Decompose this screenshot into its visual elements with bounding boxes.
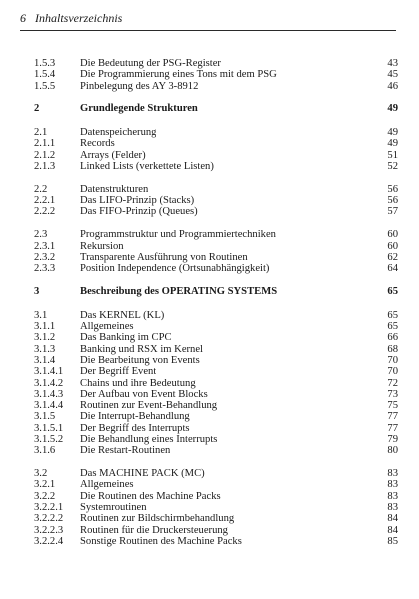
- toc-section-number: 3.1.5.2: [34, 433, 64, 445]
- toc-section-title: Datenstrukturen: [80, 183, 149, 195]
- toc-page-number: 45: [387, 69, 398, 81]
- toc-section-title: Sonstige Routinen des Machine Packs: [80, 535, 242, 547]
- toc-section-title: Routinen zur Bildschirmbehandlung: [80, 513, 235, 525]
- toc-row: [34, 445, 398, 456]
- toc-section-title: Allgemeines: [80, 479, 134, 491]
- toc-page-number: 84: [387, 513, 398, 525]
- toc-section-number: 3.1.2: [34, 332, 56, 344]
- toc-section-number: 2.1.3: [34, 160, 56, 172]
- toc-row: [34, 468, 398, 479]
- toc-section-title: Die Behandlung eines Interrupts: [80, 433, 218, 445]
- toc-row: [34, 411, 398, 422]
- toc-section-number: 3.1.4.2: [34, 377, 64, 389]
- toc-page-number: 49: [387, 103, 398, 115]
- toc-row: [34, 525, 398, 536]
- toc-row: [34, 400, 398, 411]
- toc-section-title: Der Begriff des Interrupts: [80, 422, 190, 434]
- toc-section-title: Die Programmierung eines Tons mit dem PSG: [80, 69, 277, 81]
- toc-page-number: 73: [387, 388, 398, 400]
- toc-section-number: 3.1: [34, 309, 48, 321]
- toc-page-number: 77: [387, 422, 398, 434]
- toc-row: [34, 355, 398, 366]
- toc-section-title: Das LIFO-Prinzip (Stacks): [80, 195, 195, 207]
- toc-section-title: Das Banking im CPC: [80, 332, 172, 344]
- toc-chapter-row: [34, 286, 398, 298]
- toc-section-number: 2.3.3: [34, 263, 56, 275]
- toc-section-title: Records: [80, 138, 115, 150]
- toc-row: [34, 378, 398, 389]
- page-title: Inhaltsverzeichnis: [35, 11, 123, 25]
- toc-section-number: 2.2: [34, 183, 48, 195]
- toc-section-title: Die Routinen des Machine Packs: [80, 490, 221, 502]
- toc-section-title: Routinen für die Druckersteuerung: [80, 524, 228, 536]
- toc-section-title: Das MACHINE PACK (MC): [80, 468, 205, 480]
- toc-row: [34, 434, 398, 445]
- toc-row: [34, 138, 398, 149]
- toc-row: [34, 252, 398, 263]
- toc-page-number: 52: [387, 160, 398, 172]
- toc-section-title: Arrays (Felder): [80, 149, 146, 161]
- toc-section-number: 3.1.4: [34, 354, 56, 366]
- toc-row: [34, 536, 398, 547]
- toc-page-number: 51: [387, 149, 398, 161]
- toc-page-number: 56: [387, 195, 398, 207]
- toc-section-title: Allgemeines: [80, 321, 134, 333]
- toc-page-number: 70: [387, 366, 398, 378]
- toc-section-number: 3.2.2.2: [34, 513, 64, 525]
- toc-row: [34, 513, 398, 524]
- toc-section-number: 3.2.2.1: [34, 502, 64, 514]
- toc-section-title: Chains und ihre Bedeutung: [80, 377, 196, 389]
- toc-section-title: Programmstruktur und Programmiertechniken: [80, 229, 276, 241]
- toc-section-title: Die Bearbeitung von Events: [80, 354, 200, 366]
- toc-section-number: 3.2.2: [34, 490, 56, 502]
- toc-section-number: 2.1: [34, 127, 48, 139]
- toc-section-title: Die Interrupt-Behandlung: [80, 411, 190, 423]
- toc-row: [34, 344, 398, 355]
- toc-row: [34, 161, 398, 172]
- toc-section-number: 1.5.4: [34, 69, 56, 81]
- toc-section-number: 3.2.2.4: [34, 535, 64, 547]
- toc-page-number: 83: [387, 479, 398, 491]
- toc-section-number: 3.1.4.4: [34, 400, 64, 412]
- toc-page-number: 84: [387, 524, 398, 536]
- toc-chapter-row: [34, 103, 398, 115]
- toc-section-number: 2.2.1: [34, 195, 56, 207]
- table-of-contents: [34, 58, 398, 547]
- toc-section-number: 3.1.1: [34, 321, 56, 333]
- toc-page-number: 46: [387, 80, 398, 92]
- toc-page-number: 56: [387, 183, 398, 195]
- toc-page-number: 83: [387, 490, 398, 502]
- toc-section-number: 1.5.5: [34, 80, 56, 92]
- toc-page-number: 75: [387, 400, 398, 412]
- toc-section-number: 3.1.5: [34, 411, 56, 423]
- toc-section-number: 1.5.3: [34, 58, 56, 69]
- toc-page-number: 83: [387, 502, 398, 514]
- toc-row: [34, 229, 398, 240]
- toc-section-title: Die Bedeutung der PSG-Register: [80, 58, 221, 69]
- toc-row: [34, 389, 398, 400]
- toc-page-number: 85: [387, 535, 398, 547]
- toc-row: [34, 184, 398, 195]
- toc-section-title: Linked Lists (verkettete Listen): [80, 160, 214, 172]
- toc-row: [34, 502, 398, 513]
- toc-page-number: 57: [387, 206, 398, 218]
- toc-page-number: 65: [387, 309, 398, 321]
- toc-row: [34, 423, 398, 434]
- toc-page-number: 49: [387, 127, 398, 139]
- toc-row: [34, 81, 398, 92]
- toc-page-number: 65: [387, 321, 398, 333]
- toc-page-number: 77: [387, 411, 398, 423]
- toc-section-title: Transparente Ausführung von Routinen: [80, 251, 248, 263]
- toc-section-title: Das FIFO-Prinzip (Queues): [80, 206, 198, 218]
- toc-section-number: 2.3.1: [34, 240, 56, 252]
- toc-row: [34, 69, 398, 80]
- toc-spacer: [34, 92, 398, 104]
- toc-page-number: 60: [387, 240, 398, 252]
- toc-section-number: 3: [34, 286, 40, 298]
- toc-section-title: Datenspeicherung: [80, 127, 157, 139]
- toc-row: [34, 263, 398, 274]
- toc-section-number: 2.3: [34, 229, 48, 241]
- toc-section-number: 2.3.2: [34, 251, 56, 263]
- toc-spacer: [34, 172, 398, 184]
- toc-section-title: Rekursion: [80, 240, 124, 252]
- toc-row: [34, 491, 398, 502]
- toc-page-number: 49: [387, 138, 398, 150]
- toc-section-number: 3.2.2.3: [34, 524, 64, 536]
- toc-page-number: 60: [387, 229, 398, 241]
- toc-section-title: Grundlegende Strukturen: [80, 103, 198, 115]
- toc-section-title: Die Restart-Routinen: [80, 445, 171, 457]
- toc-row: [34, 206, 398, 217]
- toc-row: [34, 321, 398, 332]
- toc-spacer: [34, 457, 398, 469]
- toc-row: [34, 366, 398, 377]
- toc-section-number: 3.2.1: [34, 479, 56, 491]
- toc-section-number: 2.1.2: [34, 149, 56, 161]
- toc-page-number: 68: [387, 343, 398, 355]
- toc-page-number: 66: [387, 332, 398, 344]
- toc-page-number: 72: [387, 377, 398, 389]
- toc-page-number: 83: [387, 468, 398, 480]
- toc-section-title: Der Begriff Event: [80, 366, 157, 378]
- toc-row: [34, 241, 398, 252]
- toc-row: [34, 195, 398, 206]
- toc-section-number: 3.2: [34, 468, 48, 480]
- page-header: [20, 8, 396, 31]
- toc-section-title: Position Independence (Ortsunabhängigkeit): [80, 263, 270, 275]
- toc-section-number: 3.1.6: [34, 445, 56, 457]
- toc-row: [34, 150, 398, 161]
- toc-section-number: 3.1.3: [34, 343, 56, 355]
- page-number: 6: [20, 11, 26, 25]
- toc-row: [34, 127, 398, 138]
- toc-section-number: 3.1.4.3: [34, 388, 64, 400]
- toc-row: [34, 58, 398, 69]
- toc-row: [34, 332, 398, 343]
- toc-spacer: [34, 298, 398, 310]
- toc-page-number: 62: [387, 251, 398, 263]
- toc-spacer: [34, 115, 398, 127]
- toc-section-number: 2.2.2: [34, 206, 56, 218]
- toc-row: [34, 479, 398, 490]
- toc-section-number: 3.1.4.1: [34, 366, 64, 378]
- toc-section-title: Banking und RSX im Kernel: [80, 343, 203, 355]
- toc-page-number: 64: [387, 263, 398, 275]
- toc-section-title: Der Aufbau von Event Blocks: [80, 388, 208, 400]
- toc-page-number: 65: [387, 286, 398, 298]
- toc-section-number: 2.1.1: [34, 138, 56, 150]
- toc-section-number: 3.1.5.1: [34, 422, 64, 434]
- toc-page-number: 80: [387, 445, 398, 457]
- toc-section-title: Das KERNEL (KL): [80, 309, 165, 321]
- toc-row: [34, 310, 398, 321]
- toc-page-number: 43: [387, 58, 398, 69]
- toc-section-title: Systemroutinen: [80, 502, 147, 514]
- toc-section-title: Pinbelegung des AY 3-8912: [80, 80, 199, 92]
- toc-spacer: [34, 275, 398, 287]
- toc-section-title: Routinen zur Event-Behandlung: [80, 400, 218, 412]
- toc-page-number: 79: [387, 433, 398, 445]
- toc-page-number: 70: [387, 354, 398, 366]
- toc-section-title: Beschreibung des OPERATING SYSTEMS: [80, 286, 278, 298]
- toc-spacer: [34, 218, 398, 230]
- toc-section-number: 2: [34, 103, 40, 115]
